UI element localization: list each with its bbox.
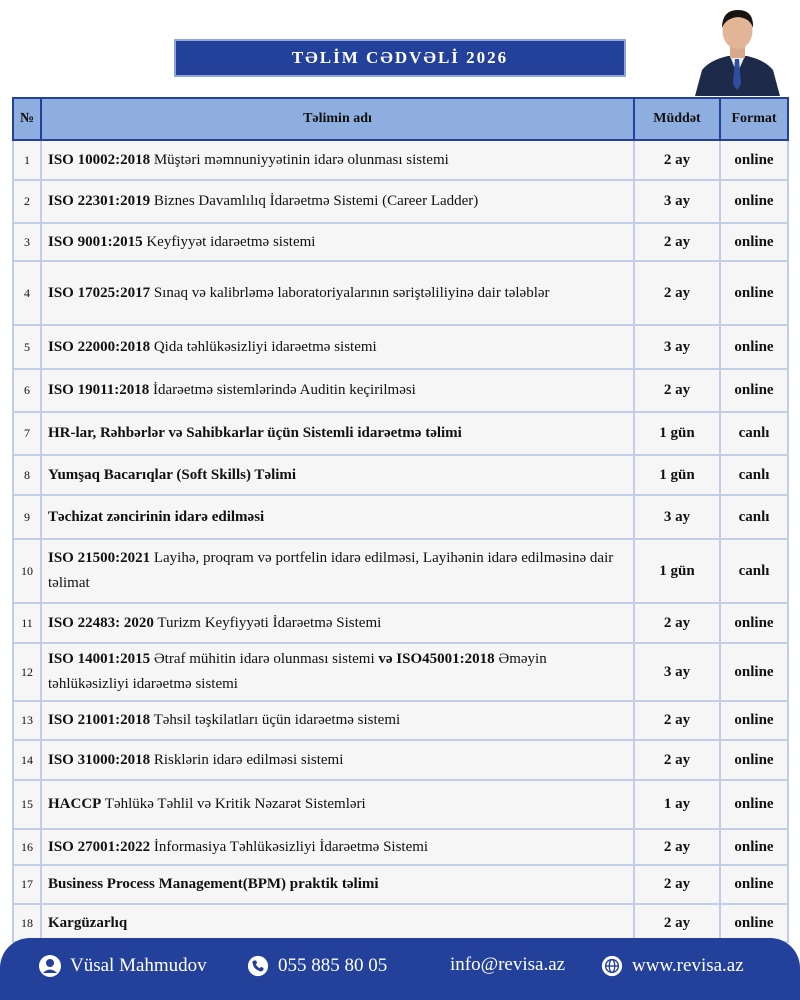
contact-name: Vüsal Mahmudov [38,954,207,978]
user-icon [38,954,62,978]
row-name: HACCP Təhlükə Təhlil və Kritik Nəzarət Sistemləri [41,780,634,829]
row-format: online [720,180,788,223]
table-row [13,455,788,495]
table-row [13,495,788,539]
row-duration: 3 ay [634,495,720,539]
row-name: ISO 22301:2019 Biznes Davamlılıq İdarəetmə Sistemi (Career Ladder) [41,180,634,223]
row-duration: 2 ay [634,829,720,865]
contact-website[interactable]: www.revisa.az [600,954,744,978]
table-row [13,539,788,603]
table-row [13,325,788,369]
row-duration: 1 gün [634,412,720,455]
table-row [13,904,788,942]
row-num: 12 [13,643,41,701]
row-name: ISO 27001:2022 İnformasiya Təhlükəsizliyi İdarəetmə Sistemi [41,829,634,865]
row-duration: 2 ay [634,223,720,261]
table-row [13,261,788,325]
row-name: Kargüzarlıq [41,904,634,942]
row-num: 9 [13,495,41,539]
row-num: 15 [13,780,41,829]
row-format: online [720,223,788,261]
row-name: Yumşaq Bacarıqlar (Soft Skills) Təlimi [41,455,634,495]
row-format: online [720,904,788,942]
row-format: online [720,780,788,829]
row-num: 14 [13,740,41,780]
row-name: ISO 22483: 2020 Turizm Keyfiyyəti İdarəetmə Sistemi [41,603,634,643]
row-duration: 2 ay [634,865,720,904]
presenter-photo [690,4,785,96]
row-format: online [720,261,788,325]
row-duration: 2 ay [634,740,720,780]
row-name: ISO 17025:2017 Sınaq və kalibrləmə laboratoriyalarının səriştəliliyinə dair tələblər [41,261,634,325]
row-name: ISO 22000:2018 Qida təhlükəsizliyi idarəetmə sistemi [41,325,634,369]
row-num: 8 [13,455,41,495]
row-duration: 3 ay [634,643,720,701]
row-num: 16 [13,829,41,865]
row-format: canlı [720,412,788,455]
row-name: ISO 21500:2021 Layihə, proqram və portfelin idarə edilməsi, Layihənin idarə edilməsinə dair təlimat [41,539,634,603]
table-row [13,865,788,904]
table-row [13,643,788,701]
table-row [13,780,788,829]
row-format: canlı [720,495,788,539]
contact-email[interactable]: info@revisa.az [450,954,566,975]
row-name: ISO 21001:2018 Təhsil təşkilatları üçün idarəetmə sistemi [41,701,634,740]
globe-icon [600,954,624,978]
row-num: 13 [13,701,41,740]
page-title: TƏLİM CƏDVƏLİ 2026 [174,39,626,77]
header-duration: Müddət [634,98,720,140]
row-num: 6 [13,369,41,412]
contact-phone[interactable]: 055 885 80 05 [246,954,387,978]
table-row [13,701,788,740]
row-format: online [720,603,788,643]
row-format: online [720,865,788,904]
row-num: 7 [13,412,41,455]
table-row [13,829,788,865]
table-row [13,180,788,223]
table-row [13,223,788,261]
row-name: ISO 10002:2018 Müştəri məmnuniyyətinin idarə olunması sistemi [41,140,634,180]
row-format: online [720,643,788,701]
row-num: 3 [13,223,41,261]
row-num: 18 [13,904,41,942]
row-name: Təchizat zəncirinin idarə edilməsi [41,495,634,539]
row-name: ISO 14001:2015 Ətraf mühitin idarə olunması sistemi və ISO45001:2018 Əməyin təhlükəsizliyi idarəetmə sistemi [41,643,634,701]
row-format: online [720,829,788,865]
row-format: canlı [720,539,788,603]
row-num: 4 [13,261,41,325]
table-row [13,369,788,412]
table-header-row [13,98,788,140]
row-num: 5 [13,325,41,369]
table-row [13,603,788,643]
row-duration: 3 ay [634,325,720,369]
row-num: 1 [13,140,41,180]
contact-footer [0,938,800,1000]
row-duration: 2 ay [634,140,720,180]
row-num: 2 [13,180,41,223]
row-format: online [720,701,788,740]
row-num: 10 [13,539,41,603]
row-duration: 2 ay [634,701,720,740]
row-name: ISO 31000:2018 Risklərin idarə edilməsi sistemi [41,740,634,780]
phone-icon [246,954,270,978]
row-num: 11 [13,603,41,643]
header-name: Təlimin adı [41,98,634,140]
row-duration: 2 ay [634,369,720,412]
row-duration: 2 ay [634,261,720,325]
header-num: № [13,98,41,140]
row-format: online [720,740,788,780]
row-format: canlı [720,455,788,495]
row-name: ISO 19011:2018 İdarəetmə sistemlərində Auditin keçirilməsi [41,369,634,412]
row-duration: 2 ay [634,904,720,942]
row-duration: 3 ay [634,180,720,223]
header-format: Format [720,98,788,140]
row-name: ISO 9001:2015 Keyfiyyət idarəetmə sistemi [41,223,634,261]
row-duration: 1 gün [634,539,720,603]
row-name: Business Process Management(BPM) praktik təlimi [41,865,634,904]
row-name: HR-lar, Rəhbərlər və Sahibkarlar üçün Sistemli idarəetmə təlimi [41,412,634,455]
row-duration: 1 gün [634,455,720,495]
row-duration: 2 ay [634,603,720,643]
row-format: online [720,140,788,180]
schedule-table [12,97,789,943]
row-format: online [720,325,788,369]
row-format: online [720,369,788,412]
row-duration: 1 ay [634,780,720,829]
table-row [13,140,788,180]
row-num: 17 [13,865,41,904]
table-row [13,412,788,455]
table-row [13,740,788,780]
